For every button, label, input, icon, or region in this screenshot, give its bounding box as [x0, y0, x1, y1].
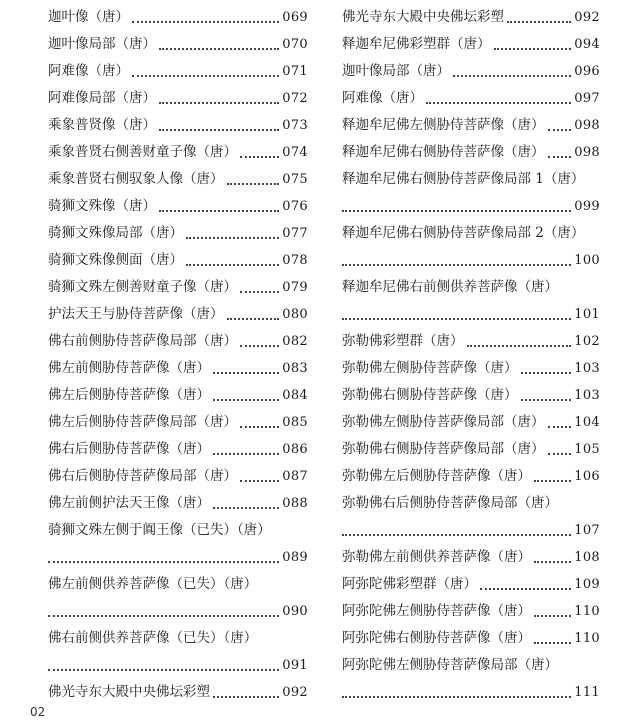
toc-entry-page: 109: [574, 577, 600, 592]
toc-entry-page: 079: [282, 280, 308, 295]
toc-entry-page: 089: [282, 550, 308, 565]
toc-entry: [48, 517, 308, 544]
leader-dots: [548, 424, 572, 428]
leader-dots: [534, 640, 571, 644]
toc-entry-title: 佛光寺东大殿中央佛坛彩塑: [48, 684, 210, 700]
toc-entry: [48, 436, 308, 463]
toc-entry: [342, 112, 600, 139]
toc-entry-page: 110: [574, 631, 600, 646]
toc-entry-page: 094: [574, 37, 600, 52]
toc-entry: [48, 31, 308, 58]
toc-entry: [48, 112, 308, 139]
toc-entry-continuation: [48, 598, 308, 625]
toc-entry: [48, 382, 308, 409]
toc-entry: [48, 625, 308, 652]
toc-entry-title: 阿弥陀佛右侧胁侍菩萨像（唐）: [342, 630, 531, 646]
toc-entry-title: 弥勒佛彩塑群（唐）: [342, 333, 464, 349]
toc-entry-title: 佛左前侧供养菩萨像（已失）（唐）: [48, 576, 258, 592]
toc-entry: [342, 490, 600, 517]
toc-entry-page: 101: [574, 307, 600, 322]
toc-entry-page: 086: [282, 442, 308, 457]
leader-dots: [480, 586, 571, 590]
toc-entry-title: 骑狮文殊左侧于阗王像（已失）（唐）: [48, 522, 271, 538]
leader-dots: [342, 262, 571, 266]
toc-entry-page: 071: [282, 64, 308, 79]
leader-dots: [48, 559, 279, 563]
toc-entry-continuation: [342, 193, 600, 220]
toc-entry: [48, 247, 308, 274]
leader-dots: [213, 451, 279, 455]
toc-entry-page: 082: [282, 334, 308, 349]
toc-entry-page: 084: [282, 388, 308, 403]
toc-entry-title: 骑狮文殊像局部（唐）: [48, 225, 183, 241]
leader-dots: [507, 19, 571, 23]
toc-entry-page: 103: [574, 388, 600, 403]
toc-entry-page: 100: [574, 253, 600, 268]
toc-entry-title: 释迦牟尼佛左侧胁侍菩萨像（唐）: [342, 117, 545, 133]
toc-entry: [48, 679, 308, 706]
toc-entry-page: 110: [574, 604, 600, 619]
leader-dots: [534, 613, 571, 617]
leader-dots: [213, 370, 279, 374]
toc-entry-title: 佛右前侧胁侍菩萨像局部（唐）: [48, 333, 237, 349]
leader-dots: [426, 100, 571, 104]
toc-entry-page: 111: [574, 685, 600, 700]
page-number: 02: [30, 705, 46, 719]
toc-entry-page: 105: [574, 442, 600, 457]
leader-dots: [467, 343, 572, 347]
toc-entry: [342, 58, 600, 85]
toc-entry-title: 迦叶像（唐）: [48, 9, 129, 25]
toc-entry-page: 076: [282, 199, 308, 214]
toc-entry-page: 069: [282, 10, 308, 25]
leader-dots: [213, 505, 279, 509]
leader-dots: [159, 208, 279, 212]
toc-entry: [342, 409, 600, 436]
toc-entry-page: 092: [282, 685, 308, 700]
toc-entry-page: 103: [574, 361, 600, 376]
toc-entry-continuation: [342, 679, 600, 706]
toc-entry-continuation: [342, 247, 600, 274]
leader-dots: [48, 667, 279, 671]
toc-entry-page: 074: [282, 145, 308, 160]
leader-dots: [534, 559, 571, 563]
toc-entry-title: 释迦牟尼佛右侧胁侍菩萨像局部 1（唐）: [342, 171, 585, 187]
toc-entry-page: 080: [282, 307, 308, 322]
toc-entry: [48, 463, 308, 490]
toc-entry-title: 佛右前侧供养菩萨像（已失）（唐）: [48, 630, 258, 646]
toc-entry-title: 佛右后侧胁侍菩萨像局部（唐）: [48, 468, 237, 484]
toc-entry-title: 弥勒佛右侧胁侍菩萨像局部（唐）: [342, 441, 545, 457]
toc-entry: [342, 463, 600, 490]
toc-entry-page: 088: [282, 496, 308, 511]
toc-entry: [342, 652, 600, 679]
toc-left-column: [48, 4, 308, 706]
leader-dots: [132, 73, 279, 77]
toc-entry-title: 骑狮文殊像侧面（唐）: [48, 252, 183, 268]
toc-entry-page: 078: [282, 253, 308, 268]
leader-dots: [494, 46, 572, 50]
toc-entry: [48, 166, 308, 193]
toc-entry-page: 090: [282, 604, 308, 619]
leader-dots: [548, 451, 572, 455]
toc-entry-page: 098: [574, 118, 600, 133]
toc-entry: [48, 571, 308, 598]
toc-entry-title: 佛左后侧胁侍菩萨像局部（唐）: [48, 414, 237, 430]
leader-dots: [521, 397, 572, 401]
toc-entry-page: 096: [574, 64, 600, 79]
toc-entry: [342, 544, 600, 571]
toc-entry-title: 释迦牟尼佛右侧胁侍菩萨像（唐）: [342, 144, 545, 160]
toc-entry: [48, 328, 308, 355]
toc-entry-title: 护法天王与胁侍菩萨像（唐）: [48, 306, 224, 322]
leader-dots: [213, 694, 279, 698]
toc-entry-page: 091: [282, 658, 308, 673]
toc-entry-page: 107: [574, 523, 600, 538]
leader-dots: [227, 181, 280, 185]
toc-entry: [342, 220, 600, 247]
toc-entry: [48, 490, 308, 517]
toc-entry-title: 阿难像（唐）: [342, 90, 423, 106]
toc-entry-title: 阿难像局部（唐）: [48, 90, 156, 106]
toc-entry-title: 乘象普贤像（唐）: [48, 117, 156, 133]
toc-entry-page: 099: [574, 199, 600, 214]
toc-right-column: [342, 4, 600, 706]
toc-entry: [342, 625, 600, 652]
toc-entry-page: 070: [282, 37, 308, 52]
toc-entry-continuation: [48, 544, 308, 571]
toc-entry-title: 释迦牟尼佛右前侧供养菩萨像（唐）: [342, 279, 558, 295]
toc-entry-title: 弥勒佛左前侧供养菩萨像（唐）: [342, 549, 531, 565]
leader-dots: [534, 478, 571, 482]
leader-dots: [48, 613, 279, 617]
toc-entry: [342, 4, 600, 31]
toc-entry-page: 075: [282, 172, 308, 187]
leader-dots: [453, 73, 571, 77]
leader-dots: [186, 262, 279, 266]
toc-entry-page: 085: [282, 415, 308, 430]
toc-entry: [342, 382, 600, 409]
toc-entry-title: 佛左前侧护法天王像（唐）: [48, 495, 210, 511]
toc-entry-title: 释迦牟尼佛右侧胁侍菩萨像局部 2（唐）: [342, 225, 585, 241]
toc-entry: [48, 85, 308, 112]
leader-dots: [548, 127, 572, 131]
toc-entry: [48, 355, 308, 382]
leader-dots: [240, 289, 279, 293]
toc-entry: [342, 166, 600, 193]
leader-dots: [186, 235, 279, 239]
toc-entry-page: 083: [282, 361, 308, 376]
toc-entry-title: 迦叶像局部（唐）: [48, 36, 156, 52]
toc-entry-title: 弥勒佛左侧胁侍菩萨像（唐）: [342, 360, 518, 376]
leader-dots: [159, 100, 279, 104]
toc-entry-title: 骑狮文殊左侧善财童子像（唐）: [48, 279, 237, 295]
leader-dots: [159, 46, 279, 50]
leader-dots: [342, 316, 571, 320]
toc-entry-title: 释迦牟尼佛彩塑群（唐）: [342, 36, 491, 52]
toc-entry-title: 佛左前侧胁侍菩萨像（唐）: [48, 360, 210, 376]
toc-entry: [342, 328, 600, 355]
toc-entry-continuation: [48, 652, 308, 679]
toc-entry-page: 087: [282, 469, 308, 484]
toc-entry-page: 073: [282, 118, 308, 133]
toc-entry-title: 阿弥陀佛左侧胁侍菩萨像（唐）: [342, 603, 531, 619]
leader-dots: [159, 127, 279, 131]
toc-entry-page: 097: [574, 91, 600, 106]
toc-entry-page: 092: [574, 10, 600, 25]
toc-entry: [48, 4, 308, 31]
toc-entry-title: 弥勒佛左后侧胁侍菩萨像（唐）: [342, 468, 531, 484]
leader-dots: [240, 154, 279, 158]
toc-entry-title: 阿弥陀佛彩塑群（唐）: [342, 576, 477, 592]
toc-entry: [342, 598, 600, 625]
toc-entry: [48, 274, 308, 301]
toc-entry: [342, 31, 600, 58]
toc-entry-page: 108: [574, 550, 600, 565]
toc-entry-page: 077: [282, 226, 308, 241]
toc-entry: [48, 193, 308, 220]
toc-entry: [342, 436, 600, 463]
leader-dots: [240, 343, 279, 347]
toc-entry: [342, 274, 600, 301]
toc-entry-title: 迦叶像局部（唐）: [342, 63, 450, 79]
leader-dots: [132, 19, 279, 23]
toc-entry-title: 佛右后侧胁侍菩萨像（唐）: [48, 441, 210, 457]
toc-entry-continuation: [342, 301, 600, 328]
toc-entry-title: 弥勒佛左侧胁侍菩萨像局部（唐）: [342, 414, 545, 430]
toc-entry: [342, 139, 600, 166]
toc-entry-title: 弥勒佛右后侧胁侍菩萨像局部（唐）: [342, 495, 558, 511]
toc-entry: [48, 220, 308, 247]
toc-entry-page: 098: [574, 145, 600, 160]
leader-dots: [240, 478, 279, 482]
leader-dots: [213, 397, 279, 401]
toc-entry-title: 乘象普贤右侧驭象人像（唐）: [48, 171, 224, 187]
toc-entry: [48, 58, 308, 85]
leader-dots: [521, 370, 572, 374]
leader-dots: [342, 694, 571, 698]
toc-entry-title: 阿难像（唐）: [48, 63, 129, 79]
toc-entry-title: 乘象普贤右侧善财童子像（唐）: [48, 144, 237, 160]
toc-entry-title: 阿弥陀佛左侧胁侍菩萨像局部（唐）: [342, 657, 558, 673]
leader-dots: [227, 316, 280, 320]
toc-entry-title: 骑狮文殊像（唐）: [48, 198, 156, 214]
toc-entry-page: 072: [282, 91, 308, 106]
toc-entry: [48, 139, 308, 166]
toc-entry: [48, 409, 308, 436]
toc-entry: [342, 571, 600, 598]
toc-entry-page: 106: [574, 469, 600, 484]
toc-entry-title: 佛光寺东大殿中央佛坛彩塑: [342, 9, 504, 25]
toc-entry-title: 佛左后侧胁侍菩萨像（唐）: [48, 387, 210, 403]
leader-dots: [548, 154, 572, 158]
toc-entry: [48, 301, 308, 328]
toc-entry-title: 弥勒佛右侧胁侍菩萨像（唐）: [342, 387, 518, 403]
toc-entry: [342, 85, 600, 112]
toc-entry-page: 104: [574, 415, 600, 430]
leader-dots: [342, 532, 571, 536]
leader-dots: [240, 424, 279, 428]
toc-entry-page: 102: [574, 334, 600, 349]
leader-dots: [342, 208, 571, 212]
toc-entry: [342, 355, 600, 382]
toc-entry-continuation: [342, 517, 600, 544]
